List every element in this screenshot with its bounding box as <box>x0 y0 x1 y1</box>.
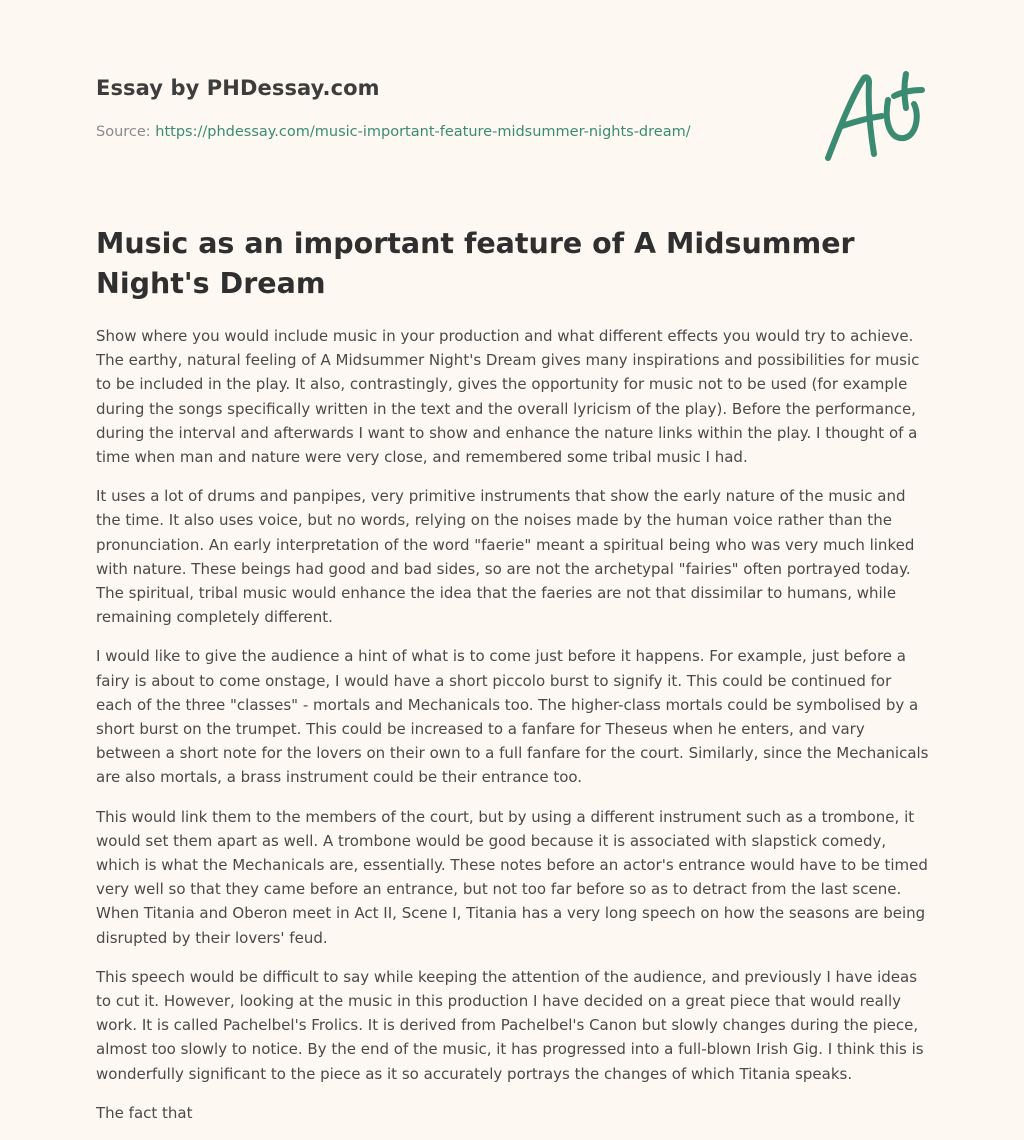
paragraph: I would like to give the audience a hint of what is to come just before it happens. For example, just before a fairy is about to come onstage, I would have a short piccolo burst to signify it. This could be continued for each of the three "classes" - mortals and Mechanicals too. The higher-class mortals could be symbolised by a short burst on the trumpet. This could be increased to a fanfare for Theseus when he enters, and vary between a short note for the lovers on their own to a full fanfare for the court. Similarly, since the Mechanicals are also mortals, a brass instrument could be their entrance too. <box>96 647 929 787</box>
paragraph-truncated: The fact that <box>96 1103 193 1122</box>
paragraph: This speech would be difficult to say while keeping the attention of the audience, and previously I have ideas to cut it. However, looking at the music in this production I have decided on a great piece that would really work. It is called Pachelbel's Frolics. It is derived from Pachelbel's Canon but slowly changes during the piece, almost too slowly to notice. By the end of the music, it has progressed into a full-blown Irish Gig. I think this is wonderfully significant to the piece as it so accurately portrays the changes of which Titania speaks. <box>96 967 924 1083</box>
paragraph: This would link them to the members of the court, but by using a different instrument such as a trombone, it would set them apart as well. A trombone would be good because it is associated with slapstick comedy, which is what the Mechanicals are, essentially. These notes before an actor's entrance would have to be timed very well so that they came before an entrance, but not too far before so as to detract from the last scene. When Titania and Oberon meet in Act II, Scene I, Titania has a very long speech on how the seasons are being disrupted by their lovers' feud. <box>96 807 928 947</box>
paragraph: It uses a lot of drums and panpipes, very primitive instruments that show the early nature of the music and the time. It also uses voice, but no words, relying on the noises made by the human voice rather than the pronunciation. An early interpretation of the word "faerie" meant a spiritual being who was very much linked with nature. These beings had good and bad sides, so are not the archetypal "fairies" often portrayed today. The spiritual, tribal music would enhance the idea that the faeries are not that dissimilar to humans, while remaining completely different. <box>96 487 915 627</box>
paragraph: Show where you would include music in your production and what different effects you would try to achieve. The earthy, natural feeling of A Midsummer Night's Dream gives many inspirations and possibilities for music to be included in the play. It also, contrastingly, gives the opportunity for music not to be used (for example during the songs specifically written in the text and the overall lyricism of the play). Before the performance, during the interval and afterwards I want to show and enhance the nature links within the play. I thought of a time when man and nature were very close, and remembered some tribal music I had. <box>96 327 920 467</box>
essay-body <box>96 324 930 1140</box>
essay-title: Music as an important feature of A Midsummer Night's Dream <box>96 227 855 300</box>
a-plus-grade-logo-icon <box>820 66 932 166</box>
site-title: Essay by PHDessay.com <box>96 76 380 100</box>
source-link[interactable]: https://phdessay.com/music-important-feature-midsummer-nights-dream/ <box>155 124 691 140</box>
source-label: Source: <box>96 124 151 140</box>
source-line <box>96 124 691 140</box>
